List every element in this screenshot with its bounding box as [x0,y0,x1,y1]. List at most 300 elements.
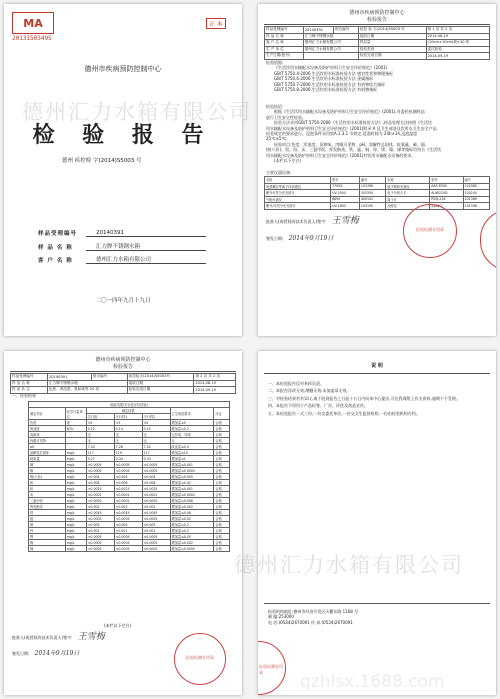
table-cell: <0.0045 [142,510,170,516]
cover-organization: 德州市疾病预防控制中心 [84,65,162,73]
cover-field-sample-id [38,229,206,237]
report-notes-page [258,351,496,695]
table-cell: <0.0005 [86,468,114,474]
field-label: 样品受理编号 [38,231,78,237]
table-cell: 增加量≤0.001 [170,462,214,468]
issue-date-label: 签发日期: [12,651,30,656]
table-cell: 检验类别 [358,46,426,53]
conclusion-line: 检验方法采用GB/T 5750-2006《生活饮用水标准检验方法》,样品处理方法按照《生活饮 [274,120,432,126]
table-cell: 样 品 状 态 [11,387,48,394]
table-cell: 0.27 [86,456,114,462]
column-header: 化学计量单位 [65,408,86,420]
table-cell: <0.0005 [86,540,114,546]
inspection-conclusion [266,104,488,163]
table-cell: 增加量≤0.0002 [170,492,214,498]
table-row [265,53,490,60]
table-cell: 接收日期 [127,380,194,387]
column-header: 空白组 [86,414,114,420]
table-cell: 0.15 [142,426,170,432]
table-cell: <0.0045 [114,510,142,516]
approver-label: 批准人(或授权的技术负责人)签字: [266,219,327,224]
table-cell: <0.005 [86,522,114,528]
table-cell: 锑 [29,546,66,552]
table-cell: (10cm×10cm)块×10 块 [426,40,490,47]
table-cell: 2014.08.19 [194,380,236,387]
table-cell: <0.0005 [114,546,142,552]
table-cell: mg/L [65,528,86,534]
table-cell: 7.20 [86,444,114,450]
table-cell: 紫外可见分光光度计 [265,190,331,197]
conclusion-line: 检验规定的要求进行。浸泡条件采用第A.1.3.1 节规定,浸泡时间为 24h±1h,浸泡温度 [266,131,418,137]
issue-date-signature: 2014年9月19日 [34,650,80,657]
table-cell: 电子分析天平 [386,190,430,197]
table-cell: 合格 [214,438,230,444]
table-cell: 合格 [214,456,230,462]
header-rule [264,373,490,374]
cover-report-number: 德州 疾控检 字(2014)S5003 号 [62,158,142,164]
table-cell: mg/L [65,534,86,540]
table-cell: 合格 [214,546,230,552]
table-cell: <0.0002 [114,498,142,504]
table-cell: 2014.08.19 [426,33,490,40]
official-seal-stamp [174,633,226,685]
table-cell: 原子吸收光谱仪 [386,183,430,190]
table-cell: 增加量≤0.02 [170,516,214,522]
report-page-1 [258,4,496,336]
table-cell: NTU [65,426,86,432]
table-cell: 400102 [359,196,385,203]
sample-info-table [264,26,490,60]
table-cell: 耗氧量 [29,456,66,462]
table-cell: 2014.09.19 [194,387,236,394]
conclusion-line: 用水输配水设备及防护材料卫生安全评价规范》(2001)对饮用水输配水设备的要求。 [266,152,416,158]
table-cell: mg/L [65,510,86,516]
table-cell: mg/L [65,462,86,468]
table-cell: 103244 [463,190,489,197]
table-cell: <0.0005 [86,462,114,468]
table-cell: 挥发酚类 [29,504,66,510]
table-cell: <0.004 [142,474,170,480]
table-cell: 合格 [214,498,230,504]
page-seam-stamp [258,641,286,695]
conclusion-line: 铬(六价)、铝、铅、汞、三氯甲烷、挥发酚类、铁、锰、铜、锌、钡、镍、锑等指标均符合《生活饮 [266,147,442,153]
note-item: 二、本报告涂改无效,增删无效,未加盖章无效。 [268,388,351,394]
table-cell: 检验完成日期 [358,53,426,60]
note-item: 一、本检验报告仅对来样负责。 [268,381,324,386]
table-cell: 合格 [214,510,230,516]
table-cell: 名称 [265,177,331,184]
phone-line: 电 话:(0534)2670091 传 真:(0534)2670091 [268,619,353,625]
table-cell: <0.0005 [142,534,170,540]
table-cell: <0.005 [114,522,142,528]
table-header-row [29,408,230,414]
page-subtitle: 检验报告 [366,17,387,23]
basis-line: GB/T 5750.7-2006 生活饮用水标准检验方法 有机物综合指标 [274,81,386,87]
approver-signature: 王雪梅 [331,216,359,226]
shop-watermark-2: 德州汇力水箱有限公司 [234,553,464,577]
table-cell: 合格 [214,420,230,426]
table-cell: mg/L [65,498,86,504]
table-cell: 铜 [29,522,66,528]
table-cell: 第 1 页 共 2 页 [426,27,490,34]
table-cell: pH [29,444,66,450]
results-caption: 检验结果(安全性评价试验) [29,402,230,408]
table-cell: 0.12 [86,426,114,432]
table-cell: 名称 [386,177,430,184]
table-cell: 101398 [463,203,489,210]
table-cell: 镍 [29,540,66,546]
header-rule [264,24,490,25]
table-cell: 增加量≤1 [170,456,214,462]
table-cell: 无 [142,432,170,438]
table-cell: 增加量≤0.05 [170,534,214,540]
table-cell: <0.001 [86,528,114,534]
blank-note: (本栏以下空白) [104,623,132,628]
table-row [11,387,236,394]
table-cell: UV-2550 [331,190,360,197]
notes-list [268,381,484,418]
table-cell: <0.0005 [86,546,114,552]
approver-line [12,632,105,642]
page-organization: 德州市疾病预防控制中心 [349,10,405,16]
address-line: 检验机构地址:德州市经济开发区天衢东路 1168 号 [268,609,359,614]
conclusion-line: 用水输配水设备及防护材料卫生安全评价规范》(2001)附录 A 及卫生部涉及饮用水卫生安全产品 [266,125,437,131]
table-cell: 0.34 [114,456,142,462]
table-cell: 无 [114,438,142,444]
shop-watermark: 德州汇力水箱有限公司 [22,100,252,124]
table-cell: 2100Q [430,203,463,210]
table-cell: 增加量≤0.006 [170,498,214,504]
seal-text: 检验检测专用章 [186,655,214,660]
table-cell: 紫外/可见分光光度计 [265,203,331,210]
table-cell: <0.0045 [86,510,114,516]
table-cell: 合格 [214,468,230,474]
page-seam-stamp [480,209,496,271]
table-cell: 溶解性总固体 [29,450,66,456]
table-cell: 臭和味 [29,432,66,438]
table-cell: 无 [86,438,114,444]
table-cell: <5 [114,420,142,426]
table-cell: <0.0025 [142,486,170,492]
table-cell: 检验完成日期 [127,387,194,394]
table-cell: <0.0005 [142,546,170,552]
instrument-table [264,176,490,210]
table-cell: <0.004 [86,474,114,480]
table-cell: 增加量≤0.0005 [170,468,214,474]
table-cell: 合格 [214,528,230,534]
table-cell: mg/L [65,468,86,474]
table-cell: AAS 6300 [430,183,463,190]
table-cell: 20140391 [303,27,333,34]
table-cell: 编号 [463,177,489,184]
table-cell: 疾控检字(2014)S5003号 [127,374,194,381]
note-item: 四、本报告不得用于产品标签、广告、评优及商品宣传。 [268,403,368,409]
table-cell: 合格 [214,426,230,432]
table-cell: 报告编号 [334,27,359,34]
table-cell: 接收日期 [358,33,426,40]
table-cell: 2014.09.19 [426,53,490,60]
table-cell: mg/L [65,516,86,522]
table-cell: 合格 [214,540,230,546]
table-cell: mg/L [65,492,86,498]
table-cell: 砷 [29,462,66,468]
table-cell: 101396 [359,183,385,190]
original-copy-stamp: 正 本 [206,18,226,29]
table-cell: <0.0005 [114,516,142,522]
table-cell: 合格 [214,462,230,468]
field-label: 样 品 名 称 [38,245,73,251]
table-cell: 委托检验 [426,46,490,53]
conclusion-line: 根据《生活饮用水输配水设备及防护材料卫生安全评价规范》(2001),对委托检测样品 [274,109,425,115]
footer-rule [264,603,490,604]
field-value: 德州汇力水箱有限公司 [86,255,206,264]
conclusion-line: (本栏以下空白) [274,158,302,164]
table-cell: 第 2 页 共 2 页 [194,374,236,381]
table-cell: 汞 [29,492,66,498]
table-cell: 生 产 单 位 [265,46,304,53]
certificate-serial: 2013150349S [12,35,52,42]
table-cell: mg/L [65,540,86,546]
table-cell: 样品量 [358,40,426,47]
table-cell: 铅 [29,486,66,492]
table-cell: UV-1800 [331,203,360,210]
section-heading: 检验结论: [266,104,284,109]
table-cell: <5 [142,420,170,426]
field-label: 客 户 名 称 [38,258,73,264]
table-cell: 汇力牌不锈钢水箱 [47,380,127,387]
results-table [28,401,230,552]
table-cell: 三氯甲烷 [29,498,66,504]
basis-line: GB/T 5750.8-2006 生活饮用水标准检验方法 有机物指标 [274,87,378,93]
table-cell [303,53,358,60]
table-cell: 0.33 [142,456,170,462]
column-header: 卫生规范要求 [170,408,214,420]
table-cell: <0.0001 [86,492,114,498]
table-cell: <0.005 [142,522,170,528]
table-cell: 色度、浑浊度、臭和味等 20 项 [47,387,127,394]
table-cell: 无 [86,432,114,438]
table-cell: 合格 [214,486,230,492]
table-cell: <0.001 [142,528,170,534]
table-row [29,546,230,552]
table-cell: 增加量≤10 [170,450,214,456]
table-cell: mg/L [65,450,86,456]
table-cell: 无异臭、异味 [170,432,214,438]
seal-text: 检验检测专用章 [259,664,283,675]
table-cell: <0.002 [142,504,170,510]
issue-date-line [266,236,333,241]
cover-field-sample-name [38,242,206,251]
table-cell: <0.001 [114,528,142,534]
table-row [265,203,490,210]
table-cell: <0.0005 [114,534,142,540]
sample-info-table [10,373,236,394]
results-section-heading: 一、检验结果 [12,393,36,398]
table-cell: 钡 [29,534,66,540]
notes-title: 说 明 [371,363,383,369]
table-cell: 报告编号 [91,374,127,381]
table-cell: <0.0005 [114,540,142,546]
table-cell: 增加量≤0.001 [170,486,214,492]
table-cell: <0.008 [142,480,170,486]
note-item: 三、对检验结果若有异议,请于收到报告之日起十五日内向本中心提出,可在我周附上有关资料,逾期不予受理。 [268,395,460,401]
shop-url-watermark: qzhlsx.1688.com [300,672,445,692]
table-cell: 铝 [29,480,66,486]
table-cell: 合格 [214,492,230,498]
instruments-heading: 主要仪器设备: [266,170,292,175]
table-cell: 改变量≤0.5 [170,444,214,450]
table-cell: 气相色谱仪 [265,196,331,203]
table-cell: 7700X [331,183,360,190]
table-cell: 铬(六价) [29,474,66,480]
table-cell: 德州汇力水箱有限公司 [303,46,358,53]
issue-date-label: 签发日期: [266,236,284,241]
table-cell: 0.14 [114,426,142,432]
page-subtitle: 检验报告 [112,364,133,370]
column-header: 评定 [214,408,230,420]
table-cell: <0.0005 [142,516,170,522]
table-cell: 电感耦合等离子体质谱仪 [265,183,331,190]
table-cell: 合格 [214,522,230,528]
section-heading: 检验依据: [266,60,284,65]
table-cell: 119 [114,450,142,456]
table-cell: 合格 [214,480,230,486]
report-cover-page [4,4,242,336]
table-cell: mg/L [65,522,86,528]
table-cell: 303350 [359,190,385,197]
table-cell: 合格 [214,516,230,522]
table-cell: <0.0005 [142,540,170,546]
table-cell: 肉眼可见物 [29,438,66,444]
conclusion-line: 25℃±5℃。 [266,136,290,142]
table-cell: 编号 [359,177,385,184]
table-cell: mg/L [65,504,86,510]
page-organization: 德州市疾病预防控制中心 [95,357,151,363]
field-value: 20140391 [86,230,206,237]
approver-label: 批准人(或授权的技术负责人)签字: [12,635,73,640]
table-cell: 102380 [463,183,489,190]
column-header: 测定项目 [29,408,66,420]
table-cell: 7.26 [114,444,142,450]
table-cell: <0.008 [114,480,142,486]
table-cell: <0.0005 [86,534,114,540]
table-cell: 德州汇力水箱有限公司 [303,40,358,47]
issue-date-signature: 2014年9月19日 [288,235,334,242]
table-cell: <0.0001 [142,492,170,498]
field-value: 汇力牌不锈钢水箱 [86,242,206,251]
table-cell: <0.0001 [114,492,142,498]
seal-text: 检验检测专用章 [416,227,444,232]
table-cell: 6890 [331,196,360,203]
table-cell: 合格 [214,504,230,510]
table-cell: 增加量≤0.02 [170,480,214,486]
table-cell: 样品受理编号 [265,27,304,34]
table-cell: <0.002 [86,504,114,510]
conclusion-line: 进行卫生安全性检验。 [266,114,306,120]
cover-field-customer [38,255,206,264]
table-cell: <0.0005 [114,468,142,474]
note-item: 五、本检验报告一式三份,一份交委托单位,一份交卫生监督机构,一份由检验机构存档。 [268,410,420,416]
basis-line: 《生活饮用水输配水设备及防护材料卫生安全评价规范》(2001) [274,65,388,71]
table-cell: 铁 [29,510,66,516]
table-cell: 增加量≤0.002 [170,504,214,510]
table-cell: 20140391 [47,374,91,381]
table-cell: 合格 [214,432,230,438]
table-cell: 样 品 名 称 [11,380,48,387]
table-cell: 样品受理编号 [11,374,48,381]
table-cell: <0.0025 [114,486,142,492]
table-cell: 103195 [359,203,385,210]
table-cell: 合格 [214,444,230,450]
table-cell: 汇力牌不锈钢水箱 [303,33,358,40]
table-cell: <0.0002 [142,498,170,504]
contact-footer [268,609,484,625]
cover-date: 二〇一四年九月十九日 [95,298,151,304]
approver-signature: 王雪梅 [77,632,105,642]
table-cell: 离子计 [386,196,430,203]
table-cell: PXSJ-216 [430,196,463,203]
table-cell: 增加量≤0.2 [170,522,214,528]
table-cell: mg/L [65,480,86,486]
table-cell: 客 户 名 称 [265,40,304,47]
table-cell: 无 [170,438,214,444]
column-header: 测定结果 [86,408,170,414]
table-cell: <0.002 [114,504,142,510]
table-cell: AUW220D [430,190,463,197]
cover-title: 检 验 报 告 [32,122,214,148]
table-cell: mg/L [65,486,86,492]
table-cell: <0.0005 [86,516,114,522]
conclusion-line: 检验项目:色度、浑浊度、臭和味、肉眼可见物、pH、溶解性总固体、耗氧量、砷、镉、 [274,141,429,147]
table-cell: <0.008 [86,480,114,486]
table-cell: 117 [86,450,114,456]
table-cell: 增加量≤0.002 [170,540,214,546]
table-cell: 增加量≤0.0005 [170,546,214,552]
table-cell: <0.0025 [86,486,114,492]
table-cell: 疾控 检 字(2014)S5003 号 [358,27,426,34]
table-cell: 无 [114,432,142,438]
issue-date-line [12,651,79,656]
table-cell: 镉 [29,468,66,474]
table-cell: 浊度仪 [386,203,430,210]
table-cell: 合格 [214,450,230,456]
column-header: 平行样1 [114,414,142,420]
table-cell: 浑浊度 [29,426,66,432]
table-cell: 样 品 名 称 [265,33,304,40]
ma-certification-logo: MA [12,12,54,34]
table-cell: 117 [142,450,170,456]
table-cell: 生产日期(批号) [265,53,304,60]
column-header: 平行样2 [142,414,170,420]
table-cell: 增加量≤0.06 [170,510,214,516]
table-cell: 7.24 [142,444,170,450]
inspection-basis [266,60,488,92]
table-cell: mg/L [65,456,86,462]
table-cell: 增加量≤0.005 [170,474,214,480]
approver-line [266,216,359,226]
table-cell: mg/L [65,474,86,480]
report-page-2 [4,351,242,695]
official-seal-stamp [403,204,457,258]
table-cell: <0.0005 [142,468,170,474]
table-cell: <0.004 [114,474,142,480]
table-cell: 增加量≤0.2 [170,426,214,432]
table-cell: 增加量≤5 [170,420,214,426]
table-cell: 度 [65,420,86,426]
table-cell: 增加量≤0.2 [170,528,214,534]
table-cell: <5 [86,420,114,426]
table-cell: <0.0005 [142,462,170,468]
